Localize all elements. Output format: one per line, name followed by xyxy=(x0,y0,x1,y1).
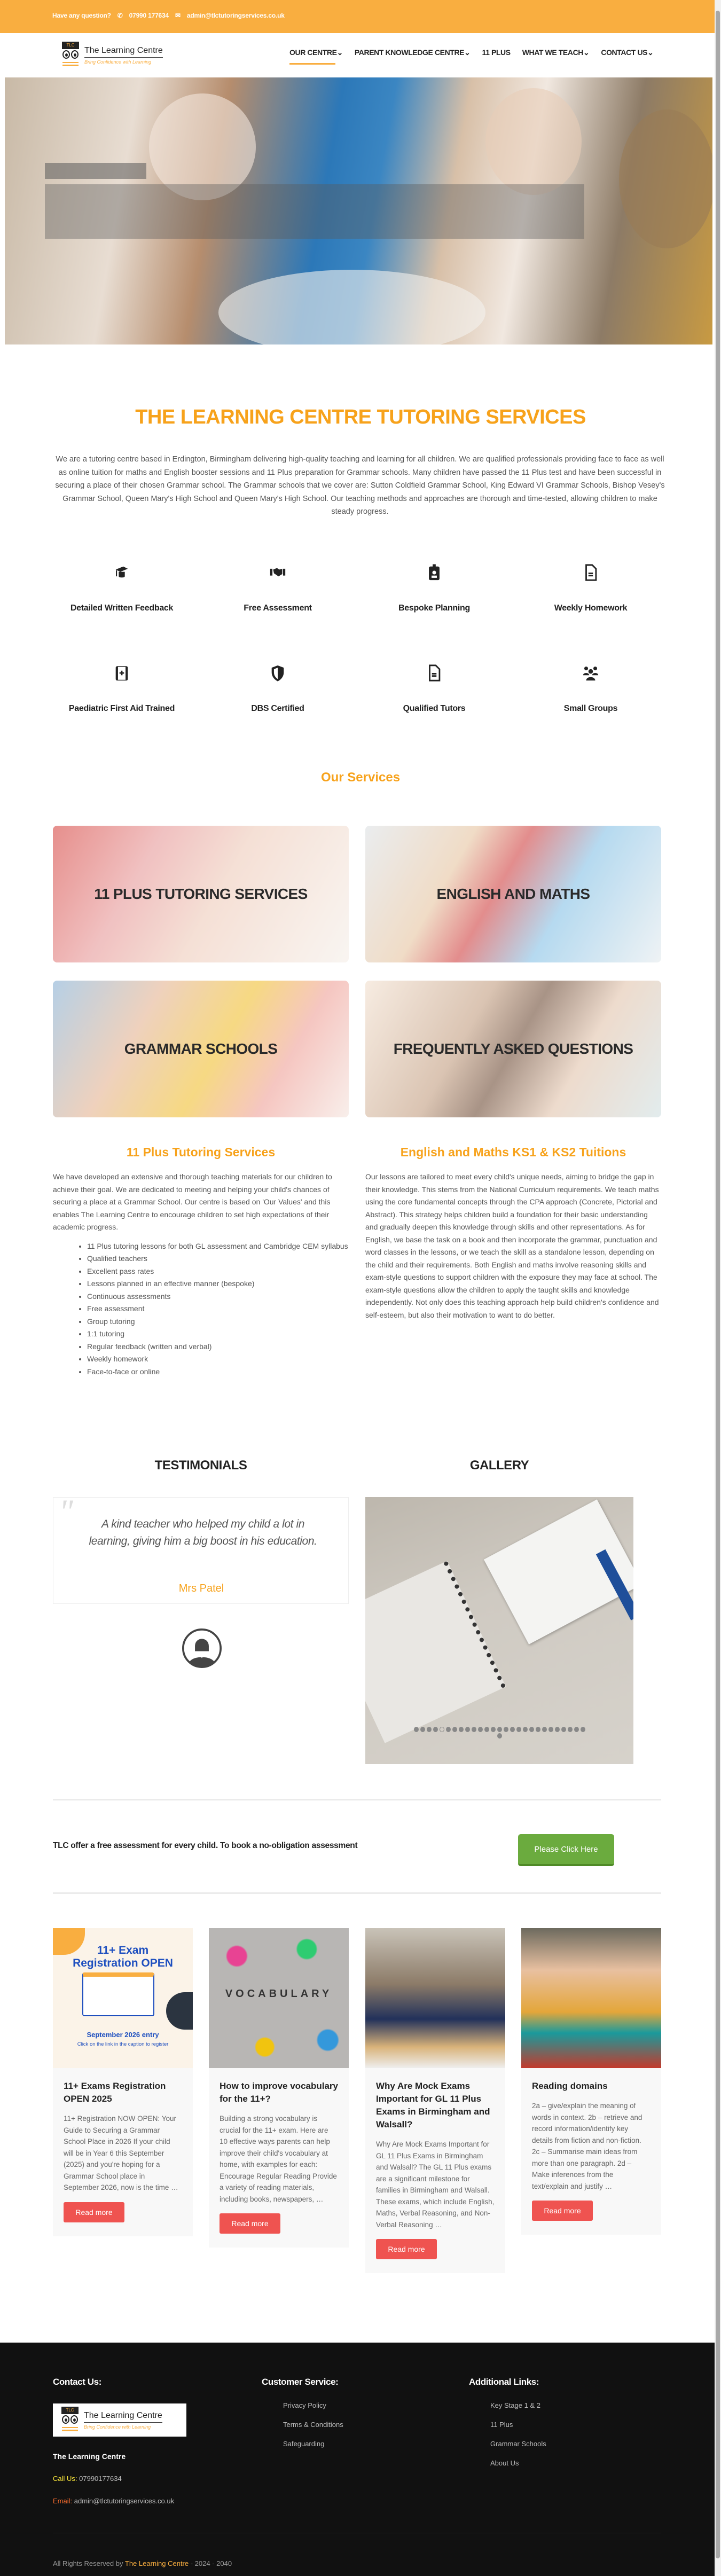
gallery-dot[interactable] xyxy=(478,1727,483,1732)
copyright-brand-link[interactable]: The Learning Centre xyxy=(124,2559,189,2567)
free-assessment-text: TLC offer a free assessment for every child. To book a no-obligation assessment xyxy=(53,1841,358,1850)
nav-what-we-teach[interactable]: WHAT WE TEACH⌄ xyxy=(522,48,590,57)
gallery-pagination xyxy=(365,1727,633,1739)
gallery-dot[interactable] xyxy=(465,1727,470,1732)
footer-additional-links-heading: Additional Links: xyxy=(469,2377,539,2387)
gallery-heading: GALLERY xyxy=(469,1458,529,1473)
post-excerpt: 11+ Registration NOW OPEN: Your Guide to Securing a Grammar School Place in 2026 If your child will be in Year 6 this September (2025) and you're hoping for a Grammar School place in September 2026, now is the time … xyxy=(64,2115,178,2191)
footer-link-about-us[interactable]: About Us xyxy=(490,2459,519,2467)
topbar-email-link[interactable]: admin@tlctutoringservices.co.uk xyxy=(186,12,285,19)
feature-paediatric-first-aid: Paediatric First Aid Trained xyxy=(52,664,191,714)
gallery-dot[interactable] xyxy=(427,1727,432,1732)
gallery-dot[interactable] xyxy=(446,1727,451,1732)
post-excerpt: Building a strong vocabulary is crucial for the 11+ exam. Here are 10 effective ways parents can help improve their child's vocabulary at home, with examples for each: Encourage Regular Reading Provide a variety of reading materials, including books, newspapers, … xyxy=(220,2115,337,2203)
footer-link-grammar-schools[interactable]: Grammar Schools xyxy=(490,2440,546,2448)
footer-link-key-stage[interactable]: Key Stage 1 & 2 xyxy=(490,2401,540,2409)
intro-paragraph: We are a tutoring centre based in Erdington, Birmingham delivering high-quality teaching and learning for all children. We are qualified professionals providing face to face as well as online tuition for maths and English booster sessions and 11 Plus preparation for Grammar schools. Many children have passed the 11 Plus test and have been successful in securing a place of their chosen Grammar school. The Grammar schools that we cover are: Sutton Coldfield Grammar School, King Edward VI Grammar Schools, Bishop Vesey's Grammar School, Queen Mary's High School and Queen Mary's High School. Our teaching methods and approaches are thorough and time-tested, allowing children to make steady progress. xyxy=(55,455,665,516)
chevron-down-icon: ⌄ xyxy=(336,48,343,57)
gallery-dot[interactable] xyxy=(548,1727,553,1732)
footer-contact-heading: Contact Us: xyxy=(53,2377,101,2387)
read-more-button[interactable]: Read more xyxy=(64,2202,124,2222)
footer-phone-link[interactable]: 07990177634 xyxy=(79,2475,122,2483)
scrollbar-thumb[interactable] xyxy=(716,11,720,2558)
read-more-button[interactable]: Read more xyxy=(532,2201,593,2221)
gallery-dot[interactable] xyxy=(472,1727,476,1732)
please-click-here-button[interactable]: Please Click Here xyxy=(518,1834,614,1866)
list-item: • Face-to-face or online xyxy=(87,1366,349,1379)
list-item: • Free assessment xyxy=(87,1303,349,1316)
feature-small-groups: Small Groups xyxy=(521,664,660,714)
footer-email-link[interactable]: admin@tlctutoringservices.co.uk xyxy=(74,2497,175,2505)
gallery-dot[interactable] xyxy=(484,1727,489,1732)
gallery-image-book xyxy=(484,1499,633,1645)
gallery-dot[interactable] xyxy=(491,1727,496,1732)
footer-link-safeguarding[interactable]: Safeguarding xyxy=(283,2440,325,2448)
gallery-dot[interactable] xyxy=(459,1727,464,1732)
divider xyxy=(53,1892,661,1894)
gallery-dot[interactable] xyxy=(510,1727,515,1732)
female-user-icon xyxy=(182,1628,222,1668)
page-title: THE LEARNING CENTRE TUTORING SERVICES xyxy=(135,406,586,428)
testimonials-heading: TESTIMONIALS xyxy=(154,1458,247,1473)
read-more-button[interactable]: Read more xyxy=(220,2213,280,2234)
list-item: • Excellent pass rates xyxy=(87,1265,349,1278)
read-more-button[interactable]: Read more xyxy=(376,2239,437,2259)
post-title[interactable]: 11+ Exams Registration OPEN 2025 xyxy=(64,2081,166,2104)
post-excerpt: Why Are Mock Exams Important for GL 11 Plus Exams in Birmingham and Walsall? The GL 11 Plus exams are a significant milestone for families in Birmingham and Walsall. These exams, which include English, Maths, Verbal Reasoning, and Non-Verbal Reasoning … xyxy=(376,2140,495,2229)
post-card xyxy=(53,1928,193,2236)
avatar xyxy=(179,1626,224,1671)
site-header xyxy=(0,33,715,77)
footer-logo[interactable]: TLC The Learning Centre Bring Confidence with Learning xyxy=(53,2403,186,2437)
gallery-dot[interactable] xyxy=(497,1733,502,1739)
chevron-down-icon: ⌄ xyxy=(464,48,471,57)
chevron-down-icon: ⌄ xyxy=(583,48,590,57)
id-badge-icon xyxy=(425,563,443,582)
envelope-icon: ✉ xyxy=(175,12,181,19)
topbar-phone-link[interactable]: 07990 177634 xyxy=(129,12,169,19)
post-image[interactable] xyxy=(365,1928,505,2068)
divider xyxy=(53,1799,661,1800)
first-aid-kit-icon xyxy=(113,664,131,682)
gallery-dot[interactable] xyxy=(504,1727,508,1732)
gallery-dot[interactable] xyxy=(568,1727,573,1732)
graduation-cap-icon xyxy=(113,563,131,582)
logo-badge: TLC xyxy=(62,42,79,49)
eleven-plus-content xyxy=(53,1171,349,1378)
site-footer xyxy=(0,2343,715,2576)
post-card xyxy=(521,1928,661,2235)
list-item: • Continuous assessments xyxy=(87,1290,349,1303)
list-item: • Group tutoring xyxy=(87,1316,349,1328)
footer-email: Email: admin@tlctutoringservices.co.uk xyxy=(53,2497,175,2505)
footer-company-name: The Learning Centre xyxy=(53,2452,126,2461)
testimonial-quote: A kind teacher who helped my child a lot in learning, giving him a big boost in his education. xyxy=(89,1518,317,1547)
document-icon xyxy=(582,563,600,582)
post-title[interactable]: How to improve vocabulary for the 11+? xyxy=(220,2081,338,2104)
owl-logo-icon: TLC xyxy=(60,2407,80,2433)
list-item: • 1:1 tutoring xyxy=(87,1328,349,1341)
gallery-dot[interactable] xyxy=(555,1727,560,1732)
hero-banner-image xyxy=(5,77,712,344)
list-item: • Lessons planned in an effective manner (bespoke) xyxy=(87,1278,349,1290)
gallery-dot[interactable] xyxy=(452,1727,457,1732)
gallery-dot[interactable] xyxy=(523,1727,528,1732)
hero-caption-panel xyxy=(45,184,584,239)
footer-link-11-plus[interactable]: 11 Plus xyxy=(490,2421,513,2429)
testimonial-card xyxy=(53,1492,349,1604)
nav-parent-knowledge-centre[interactable]: PARENT KNOWLEDGE CENTRE⌄ xyxy=(354,48,471,57)
hero-caption-bar xyxy=(45,163,146,179)
testimonial-author: Mrs Patel xyxy=(178,1583,224,1594)
page-scrollbar[interactable] xyxy=(715,0,721,2576)
list-item: • Regular feedback (written and verbal) xyxy=(87,1341,349,1353)
logo-name: The Learning Centre xyxy=(84,46,163,58)
footer-phone: Call Us: 07990177634 xyxy=(53,2475,122,2483)
gallery-dot[interactable] xyxy=(414,1727,419,1732)
gallery-dot[interactable] xyxy=(581,1727,585,1732)
service-tile-english-maths[interactable]: ENGLISH AND MATHS xyxy=(365,826,661,962)
feature-detailed-written-feedback: Detailed Written Feedback xyxy=(52,563,191,613)
gallery-dot[interactable] xyxy=(516,1727,521,1732)
quote-icon: " xyxy=(59,1492,73,1530)
feature-weekly-homework: Weekly Homework xyxy=(521,563,660,613)
post-title[interactable]: Reading domains xyxy=(532,2081,608,2091)
footer-link-privacy-policy[interactable]: Privacy Policy xyxy=(283,2401,326,2409)
copyright: All Rights Reserved by The Learning Centre - 2024 - 2040 xyxy=(53,2559,232,2567)
logo-tagline: Bring Confidence with Learning xyxy=(84,59,152,65)
gallery-dot[interactable] xyxy=(542,1727,547,1732)
nav-our-centre[interactable]: OUR CENTRE⌄ xyxy=(289,48,343,62)
english-maths-heading: English and Maths KS1 & KS2 Tuitions xyxy=(400,1145,626,1159)
post-image[interactable]: VOCABULARY xyxy=(209,1928,349,2068)
feature-dbs-certified: DBS Certified xyxy=(208,664,347,714)
chevron-down-icon: ⌄ xyxy=(647,48,654,57)
feature-qualified-tutors: Qualified Tutors xyxy=(365,664,504,714)
question-text: Have any question? xyxy=(52,12,111,19)
feature-bespoke-planning: Bespoke Planning xyxy=(365,563,504,613)
eleven-plus-list xyxy=(87,1240,349,1379)
eleven-plus-paragraph: We have developed an extensive and thorough teaching materials for our children to achieve their goal. We are dedicated to meeting and helping your child's chances of securing a place at a Grammar School. Our centre is based on 'Our Values' and this enables The Learning Centre to encourage children to set high expectations of their academic progress. xyxy=(53,1172,332,1231)
service-tile-11-plus[interactable]: 11 PLUS TUTORING SERVICES xyxy=(53,826,349,962)
users-icon xyxy=(582,664,600,682)
gallery-dot[interactable] xyxy=(536,1727,540,1732)
post-card xyxy=(209,1928,349,2248)
gallery-dot[interactable] xyxy=(529,1727,534,1732)
owl-logo-icon xyxy=(61,42,80,68)
main-nav xyxy=(289,48,653,62)
service-tile-grammar-schools[interactable]: GRAMMAR SCHOOLS xyxy=(53,981,349,1117)
our-services-heading: Our Services xyxy=(320,770,401,785)
shield-icon xyxy=(269,664,287,682)
gallery-dot[interactable] xyxy=(440,1727,444,1732)
post-excerpt: 2a – give/explain the meaning of words in context. 2b – retrieve and record information/identify key details from fiction and non-fiction. 2c – Summarise main ideas from more than one paragraph. 2d – Make inferences from the text/explain and justify … xyxy=(532,2102,642,2190)
post-image[interactable] xyxy=(521,1928,661,2068)
nav-11-plus[interactable]: 11 PLUS xyxy=(482,48,511,57)
post-title[interactable]: Why Are Mock Exams Important for GL 11 Plus Exams in Birmingham and Walsall? xyxy=(376,2081,490,2129)
gallery-dot[interactable] xyxy=(420,1727,425,1732)
list-item: • 11 Plus tutoring lessons for both GL assessment and Cambridge CEM syllabus xyxy=(87,1240,349,1253)
feature-free-assessment: Free Assessment xyxy=(208,563,347,613)
nav-contact-us[interactable]: CONTACT US⌄ xyxy=(601,48,654,57)
footer-link-terms[interactable]: Terms & Conditions xyxy=(283,2421,343,2429)
top-contact-bar xyxy=(0,0,715,33)
footer-customer-service-heading: Customer Service: xyxy=(262,2377,339,2387)
document-icon xyxy=(425,664,443,682)
list-item: • Weekly homework xyxy=(87,1353,349,1366)
gallery-dot[interactable] xyxy=(497,1727,502,1732)
gallery-dot[interactable] xyxy=(574,1727,579,1732)
english-maths-paragraph: Our lessons are tailored to meet every child's unique needs, aiming to bridge the gap in their knowledge. This stems from the National Curriculum requirements. We teach maths using the core fundamental concepts through the CPA approach (Concrete, Pictorial and Abstract). This strategy helps children build a foundation for their basic understanding and gradually deepen this knowledge through skills and other representations. As for English, we base the task on a book and then incorporate the grammar, punctuation and word classes in the lessons, or we teach the skill as a standalone lesson, depending on the child and their requirements. Both English and maths involve reasoning skills and exam-style questions to support children with the exposure they may face at school. The exam-style questions allow the children to apply the taught skills and knowledge independently. Not only does this teaching approach help build children's confidence and self-esteem, but also their motivation to want to do better. xyxy=(365,1172,659,1319)
gallery-slider[interactable] xyxy=(365,1497,633,1764)
gallery-dot[interactable] xyxy=(433,1727,438,1732)
service-tile-faq[interactable]: FREQUENTLY ASKED QUESTIONS xyxy=(365,981,661,1117)
site-logo[interactable] xyxy=(61,42,178,68)
post-image[interactable]: 11+ Exam Registration OPEN September 2026 entry Click on the link in the caption to register xyxy=(53,1928,193,2068)
phone-icon: ✆ xyxy=(117,12,123,19)
list-item: • Qualified teachers xyxy=(87,1252,349,1265)
eleven-plus-heading: 11 Plus Tutoring Services xyxy=(126,1145,276,1159)
gallery-dot[interactable] xyxy=(561,1727,566,1732)
gallery-image-notebook xyxy=(365,1561,506,1743)
handshake-icon xyxy=(269,563,287,582)
post-card xyxy=(365,1928,505,2273)
